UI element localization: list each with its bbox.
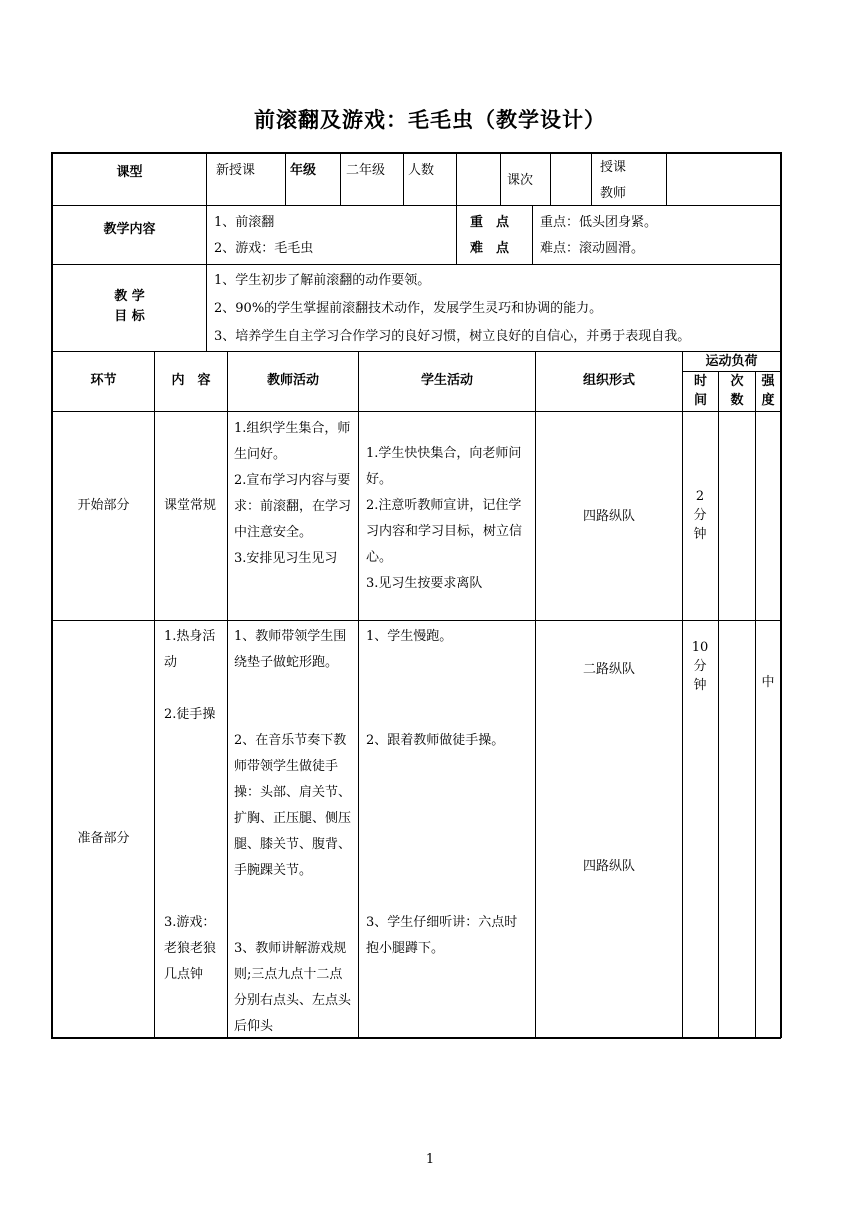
prep-teacher-1: 1、教师带领学生围绕垫子做蛇形跑。 (234, 629, 347, 670)
start-student-item-3: 3.见习生按要求离队 (366, 576, 483, 591)
goal-item-2: 2、90%的学生掌握前滚翻技术动作，发展学生灵巧和协调的能力。 (214, 301, 603, 316)
goal-item-1: 1、学生初步了解前滚翻的动作要领。 (214, 273, 431, 288)
prep-org-form-2: 四路纵队 (582, 859, 635, 874)
start-teacher-item-3: 3.安排见习生见习 (234, 551, 338, 566)
goals-label-line-1: 教 学 (114, 289, 145, 304)
lesson-number-label: 课次 (507, 173, 534, 188)
teaching-goals-list (214, 267, 780, 351)
teaching-content-list (214, 210, 454, 262)
start-phase-label: 开始部分 (77, 498, 130, 513)
prep-teacher-2: 2、在音乐节奏下教师带领学生做徒手操：头部、肩关节、扩胸、正压腿、侧压腿、膝关节、腹背、手腕踝关节。 (234, 733, 352, 878)
lesson-type-label: 课型 (116, 165, 143, 180)
col-header-teacher: 教师活动 (266, 373, 319, 388)
key-difficult-label (470, 210, 532, 262)
start-teacher-item-2: 2.宣布学习内容与要求：前滚翻，在学习中注意安全。 (234, 473, 352, 540)
start-student-item-1: 1.学生快快集合，向老师问好。 (366, 446, 522, 487)
prep-content-1: 1.热身活动 (164, 629, 216, 670)
prep-content-2: 2.徒手操 (164, 707, 216, 722)
goal-item-3: 3、培养学生自主学习合作学习的良好习惯，树立良好的自信心，并勇于表现自我。 (214, 329, 691, 344)
start-org-form: 四路纵队 (582, 509, 635, 524)
prep-student-2: 2、跟着教师做徒手操。 (366, 733, 505, 748)
col-header-content: 内 容 (171, 373, 211, 388)
grade-value: 二年级 (346, 163, 386, 178)
content-item-2: 2、游戏：毛毛虫 (214, 241, 314, 256)
teacher-label-line-1: 授课 (600, 160, 627, 175)
start-teacher-item-1: 1.组织学生集合，师生问好。 (234, 421, 351, 462)
start-time: 2分钟 (693, 489, 707, 542)
key-label: 重 点 (470, 215, 510, 230)
prep-student-3: 3、学生仔细听讲：六点时抱小腿蹲下。 (366, 915, 518, 956)
start-content: 课堂常规 (164, 498, 217, 513)
teaching-goals-label (53, 287, 206, 327)
start-student-activity (366, 441, 530, 597)
content-item-1: 1、前滚翻 (214, 215, 275, 230)
grade-label: 年级 (290, 163, 317, 178)
prep-content-3: 3.游戏：老狼老狼几点钟 (164, 915, 217, 982)
goals-label-line-2: 目 标 (114, 309, 145, 324)
col-header-org: 组织形式 (582, 373, 635, 388)
key-difficult-points (540, 210, 780, 262)
page-title: 前滚翻及游戏：毛毛虫（教学设计） (254, 108, 606, 132)
col-header-times: 次 数 (730, 374, 744, 408)
col-header-intensity: 强 度 (761, 374, 775, 408)
prep-time: 10分钟 (691, 640, 709, 693)
key-point: 重点：低头团身紧。 (540, 215, 658, 230)
col-header-phase: 环节 (90, 373, 117, 388)
start-teacher-activity (234, 416, 354, 572)
prep-intensity: 中 (761, 675, 775, 690)
prep-teacher-3: 3、教师讲解游戏规则;三点九点十二点分别右点头、左点头后仰头 (234, 941, 352, 1034)
prep-student-1: 1、学生慢跑。 (366, 629, 453, 644)
difficult-point: 难点：滚动圆滑。 (540, 241, 645, 256)
teacher-label-line-2: 教师 (600, 186, 627, 201)
prep-phase-label: 准备部分 (77, 831, 130, 846)
teaching-content-label: 教学内容 (103, 222, 156, 237)
teacher-label (600, 155, 666, 207)
start-student-item-2: 2.注意听教师宣讲，记住学习内容和学习目标，树立信心。 (366, 498, 523, 565)
difficult-label: 难 点 (470, 241, 510, 256)
lesson-type-value: 新授课 (216, 163, 256, 178)
col-header-load: 运动负荷 (705, 354, 758, 369)
prep-org-form-1: 二路纵队 (582, 662, 635, 677)
student-count-label: 人数 (408, 163, 435, 178)
page-number: 1 (425, 1152, 435, 1167)
col-header-time: 时 间 (693, 374, 707, 408)
col-header-student: 学生活动 (420, 373, 473, 388)
